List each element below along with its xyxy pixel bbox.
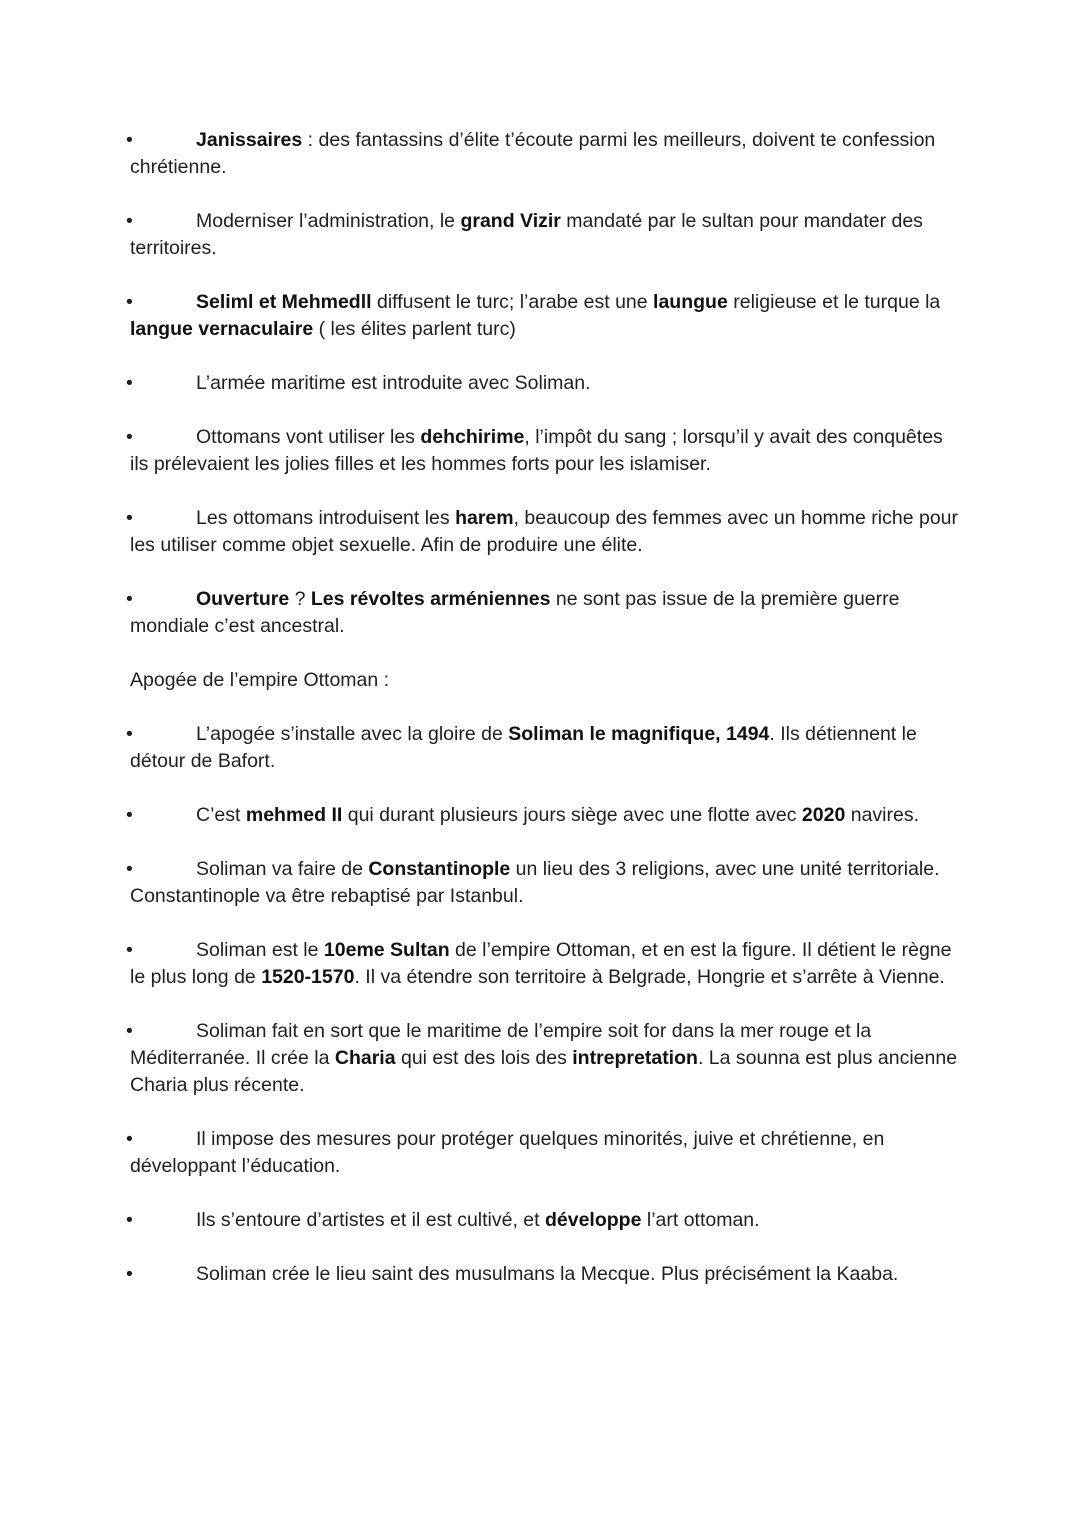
bullet-icon: •: [126, 291, 133, 313]
bold-term: Soliman le magnifique, 1494: [508, 723, 770, 745]
text-segment: Soliman va faire de: [196, 858, 369, 880]
bold-term: Janissaires: [196, 129, 303, 151]
bullet-item: [126, 424, 960, 478]
bullet-icon: •: [126, 507, 133, 529]
text-segment: l’art ottoman.: [641, 1209, 760, 1231]
bullet-item: [126, 1261, 960, 1288]
bullet-item: [126, 208, 960, 262]
bold-term: Constantinople: [368, 858, 511, 880]
bullet-item: [126, 721, 960, 775]
bold-term: grand Vizir: [460, 210, 561, 232]
text-segment: mandaté par le sultan pour mandater des territoires.: [130, 210, 923, 259]
bold-term: intrepretation: [572, 1047, 698, 1069]
bullet-item: [126, 289, 960, 343]
bold-term: développe: [544, 1209, 642, 1231]
bullet-icon: •: [126, 939, 133, 961]
bullet-list-institutions: [126, 127, 960, 640]
bullet-item: [126, 1126, 960, 1180]
bold-term: Ouverture: [196, 588, 290, 610]
bullet-item: [126, 586, 960, 640]
text-segment: Soliman est le: [196, 939, 324, 961]
bold-term: laungue: [653, 291, 728, 313]
text-segment: , l’impôt du sang ; lorsqu’il y avait des conquêtes ils prélevaient les jolies filles et les hommes forts pour les islamiser.: [130, 426, 943, 475]
text-segment: religieuse et le turque la: [727, 291, 941, 313]
bullet-item: [126, 370, 960, 397]
bullet-icon: •: [126, 1209, 133, 1231]
bold-term: Seliml et Mehmedll: [196, 291, 372, 313]
text-segment: ( les élites parlent turc): [313, 318, 516, 340]
text-segment: Ils s’entoure d’artistes et il est cultivé, et: [196, 1209, 545, 1231]
bullet-item: [126, 127, 960, 181]
text-segment: C’est: [196, 804, 246, 826]
text-segment: . Ils détiennent le détour de Bafort.: [130, 723, 917, 772]
bullet-icon: •: [126, 804, 133, 826]
bullet-item: [126, 856, 960, 910]
bullet-icon: •: [126, 858, 133, 880]
bold-term: dehchirime: [420, 426, 525, 448]
text-segment: L’apogée s’installe avec la gloire de: [196, 723, 509, 745]
bullet-icon: •: [126, 1020, 133, 1042]
text-segment: qui durant plusieurs jours siège avec une flotte avec: [342, 804, 802, 826]
bold-term: 10eme Sultan: [323, 939, 450, 961]
text-segment: ?: [289, 588, 311, 610]
text-segment: Les ottomans introduisent les: [196, 507, 456, 529]
bullet-item: [126, 937, 960, 991]
text-segment: qui est des lois des: [395, 1047, 573, 1069]
text-segment: , beaucoup des femmes avec un homme riche pour les utiliser comme objet sexuelle. Afin de produire une élite.: [130, 507, 958, 556]
bold-term: 1520-1570: [261, 966, 355, 988]
bullet-item: [126, 1207, 960, 1234]
text-segment: Ottomans vont utiliser les: [196, 426, 421, 448]
bullet-item: [126, 1018, 960, 1099]
text-segment: navires.: [845, 804, 920, 826]
bullet-item: [126, 802, 960, 829]
bold-term: harem: [455, 507, 514, 529]
text-segment: L’armée maritime est introduite avec Soliman.: [196, 372, 591, 394]
text-segment: Soliman fait en sort que le maritime de l’empire soit for dans la mer rouge et la Méditerranée. Il crée la: [130, 1020, 872, 1069]
bullet-icon: •: [126, 372, 133, 394]
bullet-icon: •: [126, 1128, 133, 1150]
text-segment: . La sounna est plus ancienne Charia plus récente.: [130, 1047, 958, 1096]
text-segment: diffusent le turc; l’arabe est une: [371, 291, 654, 313]
document-page: [126, 127, 960, 1315]
text-segment: un lieu des 3 religions, avec une unité territoriale. Constantinople va être rebaptisé par Istanbul.: [130, 858, 940, 907]
text-segment: : des fantassins d’élite t’écoute parmi les meilleurs, doivent te confession chrétienne.: [130, 129, 936, 178]
bullet-icon: •: [126, 129, 133, 151]
bullet-icon: •: [126, 1263, 133, 1285]
text-segment: . Il va étendre son territoire à Belgrade, Hongrie et s’arrête à Vienne.: [354, 966, 945, 988]
section-heading: Apogée de l’empire Ottoman :: [130, 669, 390, 691]
bold-term: Les révoltes arméniennes: [310, 588, 551, 610]
bullet-icon: •: [126, 588, 133, 610]
bullet-icon: •: [126, 426, 133, 448]
bullet-icon: •: [126, 210, 133, 232]
bullet-icon: •: [126, 723, 133, 745]
text-segment: de l’empire Ottoman, et en est la figure. Il détient le règne le plus long de: [130, 939, 952, 988]
bullet-list-apogee: [126, 721, 960, 1288]
bold-term: 2020: [801, 804, 846, 826]
text-segment: Moderniser l’administration, le: [196, 210, 461, 232]
text-segment: ne sont pas issue de la première guerre mondiale c’est ancestral.: [130, 588, 900, 637]
bold-term: Charia: [334, 1047, 396, 1069]
text-segment: Soliman crée le lieu saint des musulmans la Mecque. Plus précisément la Kaaba.: [196, 1263, 899, 1285]
text-segment: Il impose des mesures pour protéger quelques minorités, juive et chrétienne, en développant l’éducation.: [130, 1128, 885, 1177]
bold-term: mehmed II: [245, 804, 343, 826]
bullet-item: [126, 505, 960, 559]
bold-term: langue vernaculaire: [130, 318, 314, 340]
